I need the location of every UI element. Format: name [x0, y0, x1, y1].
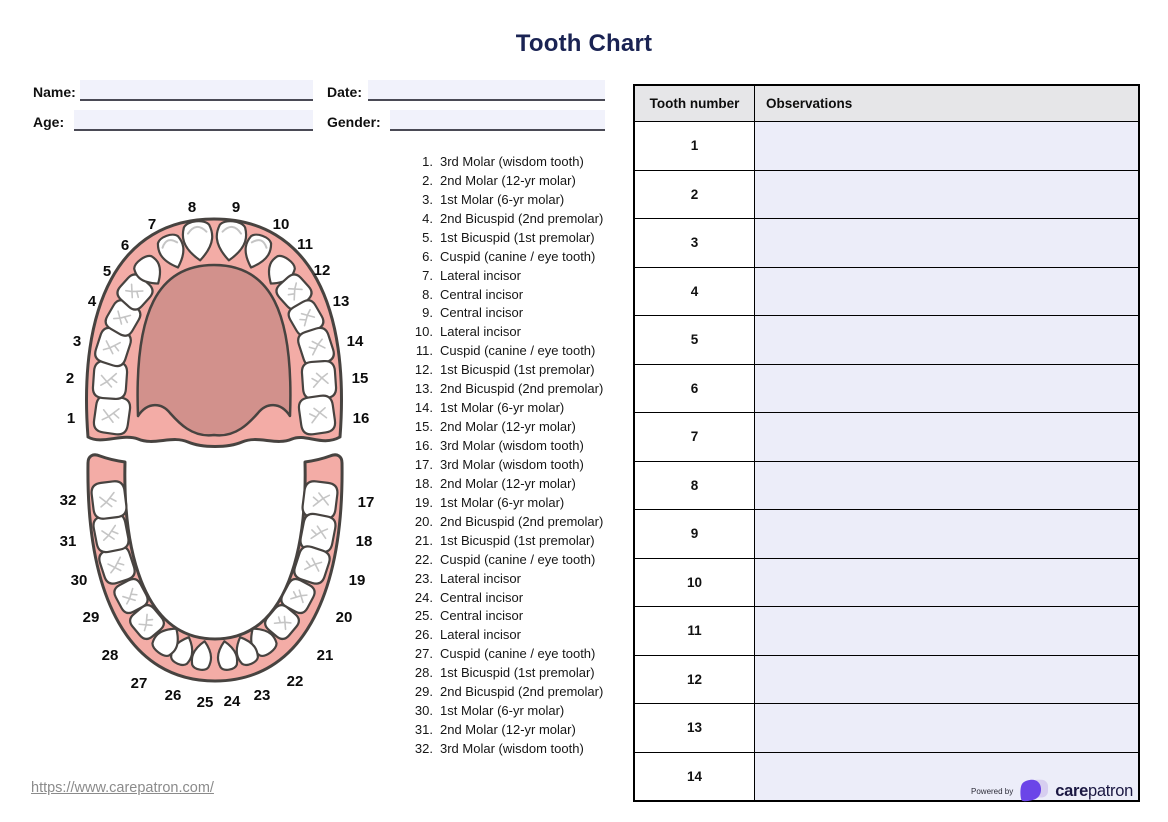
- tooth-list-number: 29.: [414, 684, 433, 700]
- tooth-32-label: 32: [59, 492, 77, 509]
- tooth-list-number: 2.: [422, 172, 433, 188]
- tooth-list-name: 2nd Bicuspid (2nd premolar): [440, 513, 604, 529]
- tooth-list-number: 8.: [422, 286, 433, 302]
- tooth-list-name: Cuspid (canine / eye tooth): [440, 248, 596, 264]
- carepatron-link[interactable]: https://www.carepatron.com/: [31, 780, 214, 796]
- tooth-list-item: [405, 682, 603, 701]
- tooth-number-cell: 5: [634, 316, 755, 365]
- tooth-list-number: 13.: [414, 381, 433, 397]
- gender-label: Gender:: [327, 114, 381, 130]
- tooth-list-name: 1st Bicuspid (1st premolar): [440, 362, 595, 378]
- carepatron-logo-icon: [1018, 777, 1050, 805]
- table-row: [634, 267, 1139, 316]
- tooth-20-label: 20: [335, 609, 353, 626]
- tooth-list-name: 3rd Molar (wisdom tooth): [440, 438, 584, 454]
- table-row: [634, 219, 1139, 268]
- tooth-14-label: 14: [346, 333, 364, 350]
- tooth-list-item: [405, 739, 603, 758]
- tooth-list-item: [405, 550, 603, 569]
- tooth-list-number: 14.: [414, 400, 433, 416]
- tooth-list-name: 1st Molar (6-yr molar): [440, 494, 565, 510]
- tooth-list-name: 2nd Molar (12-yr molar): [440, 722, 576, 738]
- tooth-number-cell: 4: [634, 267, 755, 316]
- tooth-list-name: 2nd Molar (12-yr molar): [440, 172, 576, 188]
- tooth-list-name: Lateral incisor: [440, 324, 521, 340]
- tooth-list-item: [405, 720, 603, 739]
- tooth-1-label: 1: [66, 410, 76, 427]
- age-label: Age:: [33, 114, 65, 130]
- tooth-list-item: [405, 588, 603, 607]
- tooth-list-item: [405, 569, 603, 588]
- tooth-number-cell: 9: [634, 510, 755, 559]
- tooth-list-name: 2nd Molar (12-yr molar): [440, 419, 576, 435]
- tooth-15: [301, 360, 337, 399]
- tooth-number-cell: 8: [634, 461, 755, 510]
- observation-cell[interactable]: [755, 316, 1140, 365]
- tooth-list-number: 31.: [414, 722, 433, 738]
- page-title: Tooth Chart: [515, 30, 653, 57]
- tooth-list-name: Cuspid (canine / eye tooth): [440, 551, 596, 567]
- tooth-7-label: 7: [147, 216, 157, 233]
- tooth-number-cell: 14: [634, 752, 755, 801]
- tooth-28-label: 28: [101, 647, 119, 664]
- tooth-number-cell: 1: [634, 122, 755, 171]
- tooth-list-number: 4.: [422, 210, 433, 226]
- tooth-6-label: 6: [120, 237, 130, 254]
- dental-arches-diagram: [50, 195, 400, 715]
- tooth-list-number: 12.: [414, 362, 433, 378]
- tooth-list-name: 1st Bicuspid (1st premolar): [440, 665, 595, 681]
- observation-cell[interactable]: [755, 704, 1140, 753]
- tooth-list-number: 17.: [414, 456, 433, 472]
- tooth-list-number: 27.: [414, 646, 433, 662]
- tooth-16-label: 16: [352, 410, 370, 427]
- tooth-list-name: Lateral incisor: [440, 627, 521, 643]
- tooth-22-label: 22: [286, 673, 304, 690]
- tooth-list-number: 16.: [414, 438, 433, 454]
- age-input[interactable]: [74, 110, 313, 131]
- tooth-27-label: 27: [130, 675, 148, 692]
- tooth-23-label: 23: [253, 687, 271, 704]
- tooth-list-number: 21.: [414, 532, 433, 548]
- observation-cell[interactable]: [755, 510, 1140, 559]
- tooth-number-cell: 11: [634, 607, 755, 656]
- tooth-26-label: 26: [164, 687, 182, 704]
- tooth-29-label: 29: [82, 609, 100, 626]
- tooth-number-header: Tooth number: [634, 85, 755, 122]
- observation-cell[interactable]: [755, 122, 1140, 171]
- tooth-list-name: 3rd Molar (wisdom tooth): [440, 153, 584, 169]
- tooth-list-item: [405, 436, 603, 455]
- tooth-4-label: 4: [87, 293, 97, 310]
- name-label: Name:: [33, 84, 76, 100]
- tooth-1: [93, 394, 132, 435]
- tooth-11-label: 11: [297, 236, 313, 253]
- tooth-list-name: 3rd Molar (wisdom tooth): [440, 456, 584, 472]
- tooth-list-item: [405, 247, 603, 266]
- observation-cell[interactable]: [755, 170, 1140, 219]
- tooth-list-number: 11.: [415, 343, 433, 359]
- tooth-list-item: [405, 644, 603, 663]
- table-row: [634, 655, 1139, 704]
- tooth-list-name: 3rd Molar (wisdom tooth): [440, 741, 584, 757]
- tooth-list-item: [405, 663, 603, 682]
- tooth-list-number: 5.: [422, 229, 433, 245]
- observation-cell[interactable]: [755, 461, 1140, 510]
- tooth-list-number: 25.: [414, 608, 433, 624]
- observations-header: Observations: [755, 85, 1140, 122]
- tooth-number-cell: 2: [634, 170, 755, 219]
- tooth-number-cell: 10: [634, 558, 755, 607]
- tooth-list-number: 10.: [414, 324, 433, 340]
- tooth-list-number: 24.: [414, 589, 433, 605]
- tooth-2: [92, 360, 128, 399]
- observation-cell[interactable]: [755, 607, 1140, 656]
- tooth-list-item: [405, 512, 603, 531]
- gender-input[interactable]: [390, 110, 605, 131]
- tooth-list-name: 1st Molar (6-yr molar): [440, 703, 565, 719]
- observation-cell[interactable]: [755, 364, 1140, 413]
- tooth-list-number: 18.: [414, 475, 433, 491]
- tooth-3-label: 3: [72, 333, 82, 350]
- tooth-number-cell: 6: [634, 364, 755, 413]
- tooth-list-number: 6.: [422, 248, 433, 264]
- tooth-list-number: 9.: [422, 305, 433, 321]
- tooth-list-item: [405, 417, 603, 436]
- tooth-number-cell: 12: [634, 655, 755, 704]
- name-input[interactable]: [80, 80, 313, 101]
- observation-cell[interactable]: [755, 413, 1140, 462]
- tooth-number-cell: 3: [634, 219, 755, 268]
- observation-cell[interactable]: [755, 267, 1140, 316]
- tooth-list-name: 2nd Bicuspid (2nd premolar): [440, 684, 604, 700]
- tooth-list-name: Central incisor: [440, 608, 524, 624]
- tooth-17: [301, 480, 338, 520]
- table-row: [634, 170, 1139, 219]
- tooth-9-label: 9: [231, 199, 241, 216]
- tooth-list-number: 26.: [414, 627, 433, 643]
- tooth-list-number: 22.: [414, 551, 433, 567]
- tooth-31-label: 31: [59, 533, 77, 550]
- tooth-5-label: 5: [102, 263, 112, 280]
- tooth-list-name: Cuspid (canine / eye tooth): [440, 646, 596, 662]
- upper-arch: [66, 199, 370, 447]
- tooth-list-item: [405, 266, 603, 285]
- tooth-list-item: [405, 209, 603, 228]
- tooth-list-name: Lateral incisor: [440, 267, 521, 283]
- tooth-list-name: 1st Bicuspid (1st premolar): [440, 229, 595, 245]
- tooth-10-label: 10: [272, 216, 290, 233]
- tooth-13-label: 13: [332, 293, 350, 310]
- observation-cell[interactable]: [755, 558, 1140, 607]
- tooth-19-label: 19: [348, 572, 366, 589]
- observations-table: [633, 84, 1140, 802]
- table-row: [634, 704, 1139, 753]
- tooth-list-number: 7.: [422, 267, 433, 283]
- tooth-list-item: [405, 304, 603, 323]
- tooth-list-item: [405, 171, 603, 190]
- tooth-list-item: [405, 228, 603, 247]
- tooth-21-label: 21: [316, 647, 334, 664]
- tooth-list-item: [405, 360, 603, 379]
- tooth-list-number: 3.: [422, 191, 433, 207]
- tooth-list-number: 23.: [414, 570, 433, 586]
- tooth-list-number: 1.: [422, 153, 433, 169]
- tooth-list-number: 15.: [414, 419, 433, 435]
- tooth-list-name: 2nd Bicuspid (2nd premolar): [440, 210, 604, 226]
- table-row: [634, 510, 1139, 559]
- tooth-list-item: [405, 379, 603, 398]
- tooth-name-list: [405, 152, 603, 758]
- observation-cell[interactable]: [755, 655, 1140, 704]
- table-row: [634, 316, 1139, 365]
- table-row: [634, 558, 1139, 607]
- carepatron-wordmark: carepatron: [1055, 781, 1134, 800]
- table-header-row: [634, 85, 1139, 122]
- tooth-list-item: [405, 607, 603, 626]
- tooth-list-name: Central incisor: [440, 305, 524, 321]
- tooth-list-name: 1st Molar (6-yr molar): [440, 191, 565, 207]
- tooth-list-item: [405, 493, 603, 512]
- tooth-list-number: 19.: [414, 494, 433, 510]
- tooth-list-item: [405, 322, 603, 341]
- tooth-list-name: 2nd Bicuspid (2nd premolar): [440, 381, 604, 397]
- tooth-15-label: 15: [351, 370, 369, 387]
- tooth-list-item: [405, 190, 603, 209]
- tooth-list-item: [405, 455, 603, 474]
- tooth-25-label: 25: [196, 694, 214, 711]
- table-row: [634, 461, 1139, 510]
- lower-arch: [60, 455, 375, 711]
- tooth-list-number: 28.: [414, 665, 433, 681]
- date-label: Date:: [327, 84, 363, 100]
- tooth-list-name: Central incisor: [440, 589, 524, 605]
- tooth-list-name: 1st Molar (6-yr molar): [440, 400, 565, 416]
- powered-by-label: Powered by: [971, 786, 1014, 796]
- tooth-list-name: Cuspid (canine / eye tooth): [440, 343, 596, 359]
- tooth-list-item: [405, 152, 603, 171]
- tooth-8-label: 8: [187, 199, 197, 216]
- tooth-12-label: 12: [313, 262, 331, 279]
- tooth-list-item: [405, 398, 603, 417]
- tooth-list-item: [405, 341, 603, 360]
- tooth-list-item: [405, 285, 603, 304]
- tooth-number-cell: 7: [634, 413, 755, 462]
- tooth-list-name: Lateral incisor: [440, 570, 521, 586]
- table-row: [634, 607, 1139, 656]
- date-input[interactable]: [368, 80, 605, 101]
- tooth-list-item: [405, 531, 603, 550]
- tooth-2-label: 2: [65, 370, 75, 387]
- table-row: [634, 364, 1139, 413]
- tooth-list-item: [405, 625, 603, 644]
- tooth-list-number: 32.: [414, 741, 433, 757]
- logo-dark-blob: [1021, 780, 1042, 801]
- tooth-24-label: 24: [223, 693, 241, 710]
- tooth-list-item: [405, 701, 603, 720]
- table-row: [634, 413, 1139, 462]
- tooth-32: [90, 480, 127, 520]
- tooth-17-label: 17: [357, 494, 375, 511]
- tooth-list-number: 20.: [414, 513, 433, 529]
- tooth-list-number: 30.: [414, 703, 433, 719]
- tooth-list-name: 2nd Molar (12-yr molar): [440, 475, 576, 491]
- tooth-list-name: 1st Bicuspid (1st premolar): [440, 532, 595, 548]
- tooth-16: [298, 394, 337, 435]
- tooth-list-name: Central incisor: [440, 286, 524, 302]
- tooth-30-label: 30: [70, 572, 88, 589]
- tooth-number-cell: 13: [634, 704, 755, 753]
- powered-by-badge: [971, 775, 1133, 807]
- tooth-list-item: [405, 474, 603, 493]
- table-row: [634, 122, 1139, 171]
- tooth-18-label: 18: [355, 533, 373, 550]
- observation-cell[interactable]: [755, 219, 1140, 268]
